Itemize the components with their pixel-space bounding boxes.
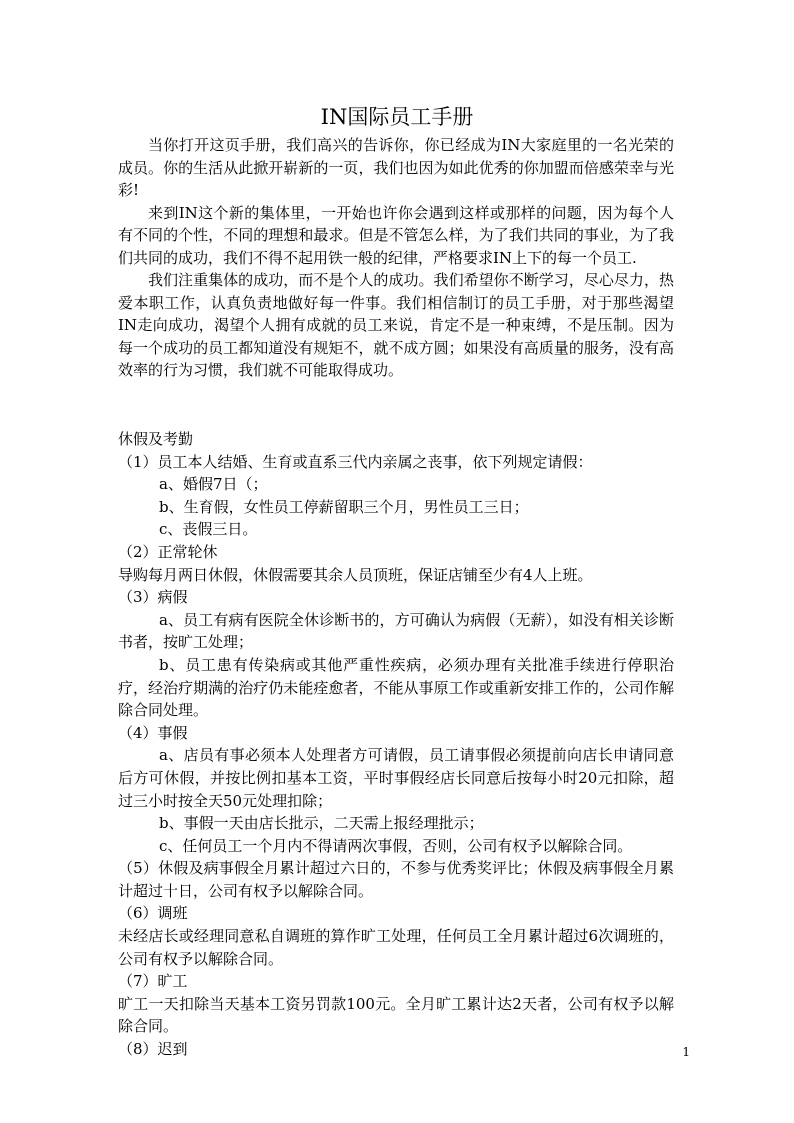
item-1c: c、丧假三日。 — [159, 520, 258, 539]
page-number: 1 — [682, 1045, 690, 1059]
intro-section — [118, 134, 674, 382]
item-1b: b、生育假，女性员工停薪留职三个月，男性员工三日； — [159, 497, 529, 516]
item-7-text: 旷工一天扣除当天基本工资另罚款100元。全月旷工累计达2天者，公司有权予以解除合同。 — [118, 994, 674, 1036]
item-7-heading: （7）旷工 — [118, 972, 188, 991]
intro-paragraph-1: 当你打开这页手册，我们高兴的告诉你，你已经成为IN大家庭里的一名光荣的成员。你的生活从此掀开崭新的一页，我们也因为如此优秀的你加盟而倍感荣幸与光彩! — [118, 136, 674, 199]
item-4-heading: （4）事假 — [118, 723, 188, 742]
item-4b: b、事假一天由店长批示，二天需上报经理批示； — [159, 814, 484, 833]
item-2-heading: （2）正常轮休 — [118, 542, 218, 561]
item-1-heading: （1）员工本人结婚、生育或直系三代内亲属之丧事，依下列规定请假： — [118, 452, 593, 471]
intro-paragraph-3: 我们注重集体的成功，而不是个人的成功。我们希望你不断学习，尽心尽力，热爱本职工作，认真负责地做好每一件事。我们相信制订的员工手册，对于那些渴望IN走向成功，渴望个人拥有成就的员工来说，肯定不是一种束缚，不是压制。因为每一个成功的员工都知道没有规矩不，就不成方圆；如果没有高质量的服务，没有高效率的行为习惯，我们就不可能取得成功。 — [118, 271, 674, 379]
item-6-text: 未经店长或经理同意私自调班的算作旷工处理，任何员工全月累计超过6次调班的，公司有权予以解除合同。 — [118, 927, 674, 968]
document-title: IN国际员工手册 — [320, 105, 474, 129]
item-4c: c、任何员工一个月内不得请两次事假，否则，公司有权予以解除合同。 — [159, 836, 633, 855]
item-6-heading: （6）调班 — [118, 904, 188, 923]
item-3b: b、员工患有传染病或其他严重性疾病，必须办理有关批准手续进行停职治疗，经治疗期满的治疗仍未能痊愈者，不能从事原工作或重新安排工作的，公司作解除合同处理。 — [118, 655, 674, 720]
item-2-text: 导购每月两日休假，休假需要其余人员顶班，保证店铺至少有4人上班。 — [118, 565, 593, 584]
item-4a: a、店员有事必须本人处理者方可请假，员工请事假必须提前向店长申请同意后方可休假，并按比例扣基本工资，平时事假经店长同意后按每小时20元扣除，超过三小时按全天50元处理扣除； — [118, 746, 674, 810]
item-1a: a、婚假7日（； — [159, 475, 268, 494]
item-8-heading: （8）迟到 — [118, 1040, 188, 1059]
intro-paragraph-2: 来到IN这个新的集体里，一开始也许你会遇到这样或那样的问题，因为每个人有不同的个性，不同的理想和最求。但是不管怎么样，为了我们共同的事业，为了我们共同的成功，我们不得不起用铁一般的纪律，严格要求IN上下的每一个员工. — [118, 203, 674, 267]
item-3a: a、员工有病有医院全休诊断书的，方可确认为病假（无薪），如没有相关诊断书者，按旷工处理； — [118, 610, 674, 652]
item-3-heading: （3）病假 — [118, 588, 188, 607]
section-heading: 休假及考勤 — [118, 430, 194, 448]
leave-attendance-section — [118, 428, 674, 1061]
item-5-text: （5）休假及病事假全月累计超过六日的，不参与优秀奖评比；休假及病事假全月累计超过十日，公司有权予以解除合同。 — [118, 859, 674, 900]
